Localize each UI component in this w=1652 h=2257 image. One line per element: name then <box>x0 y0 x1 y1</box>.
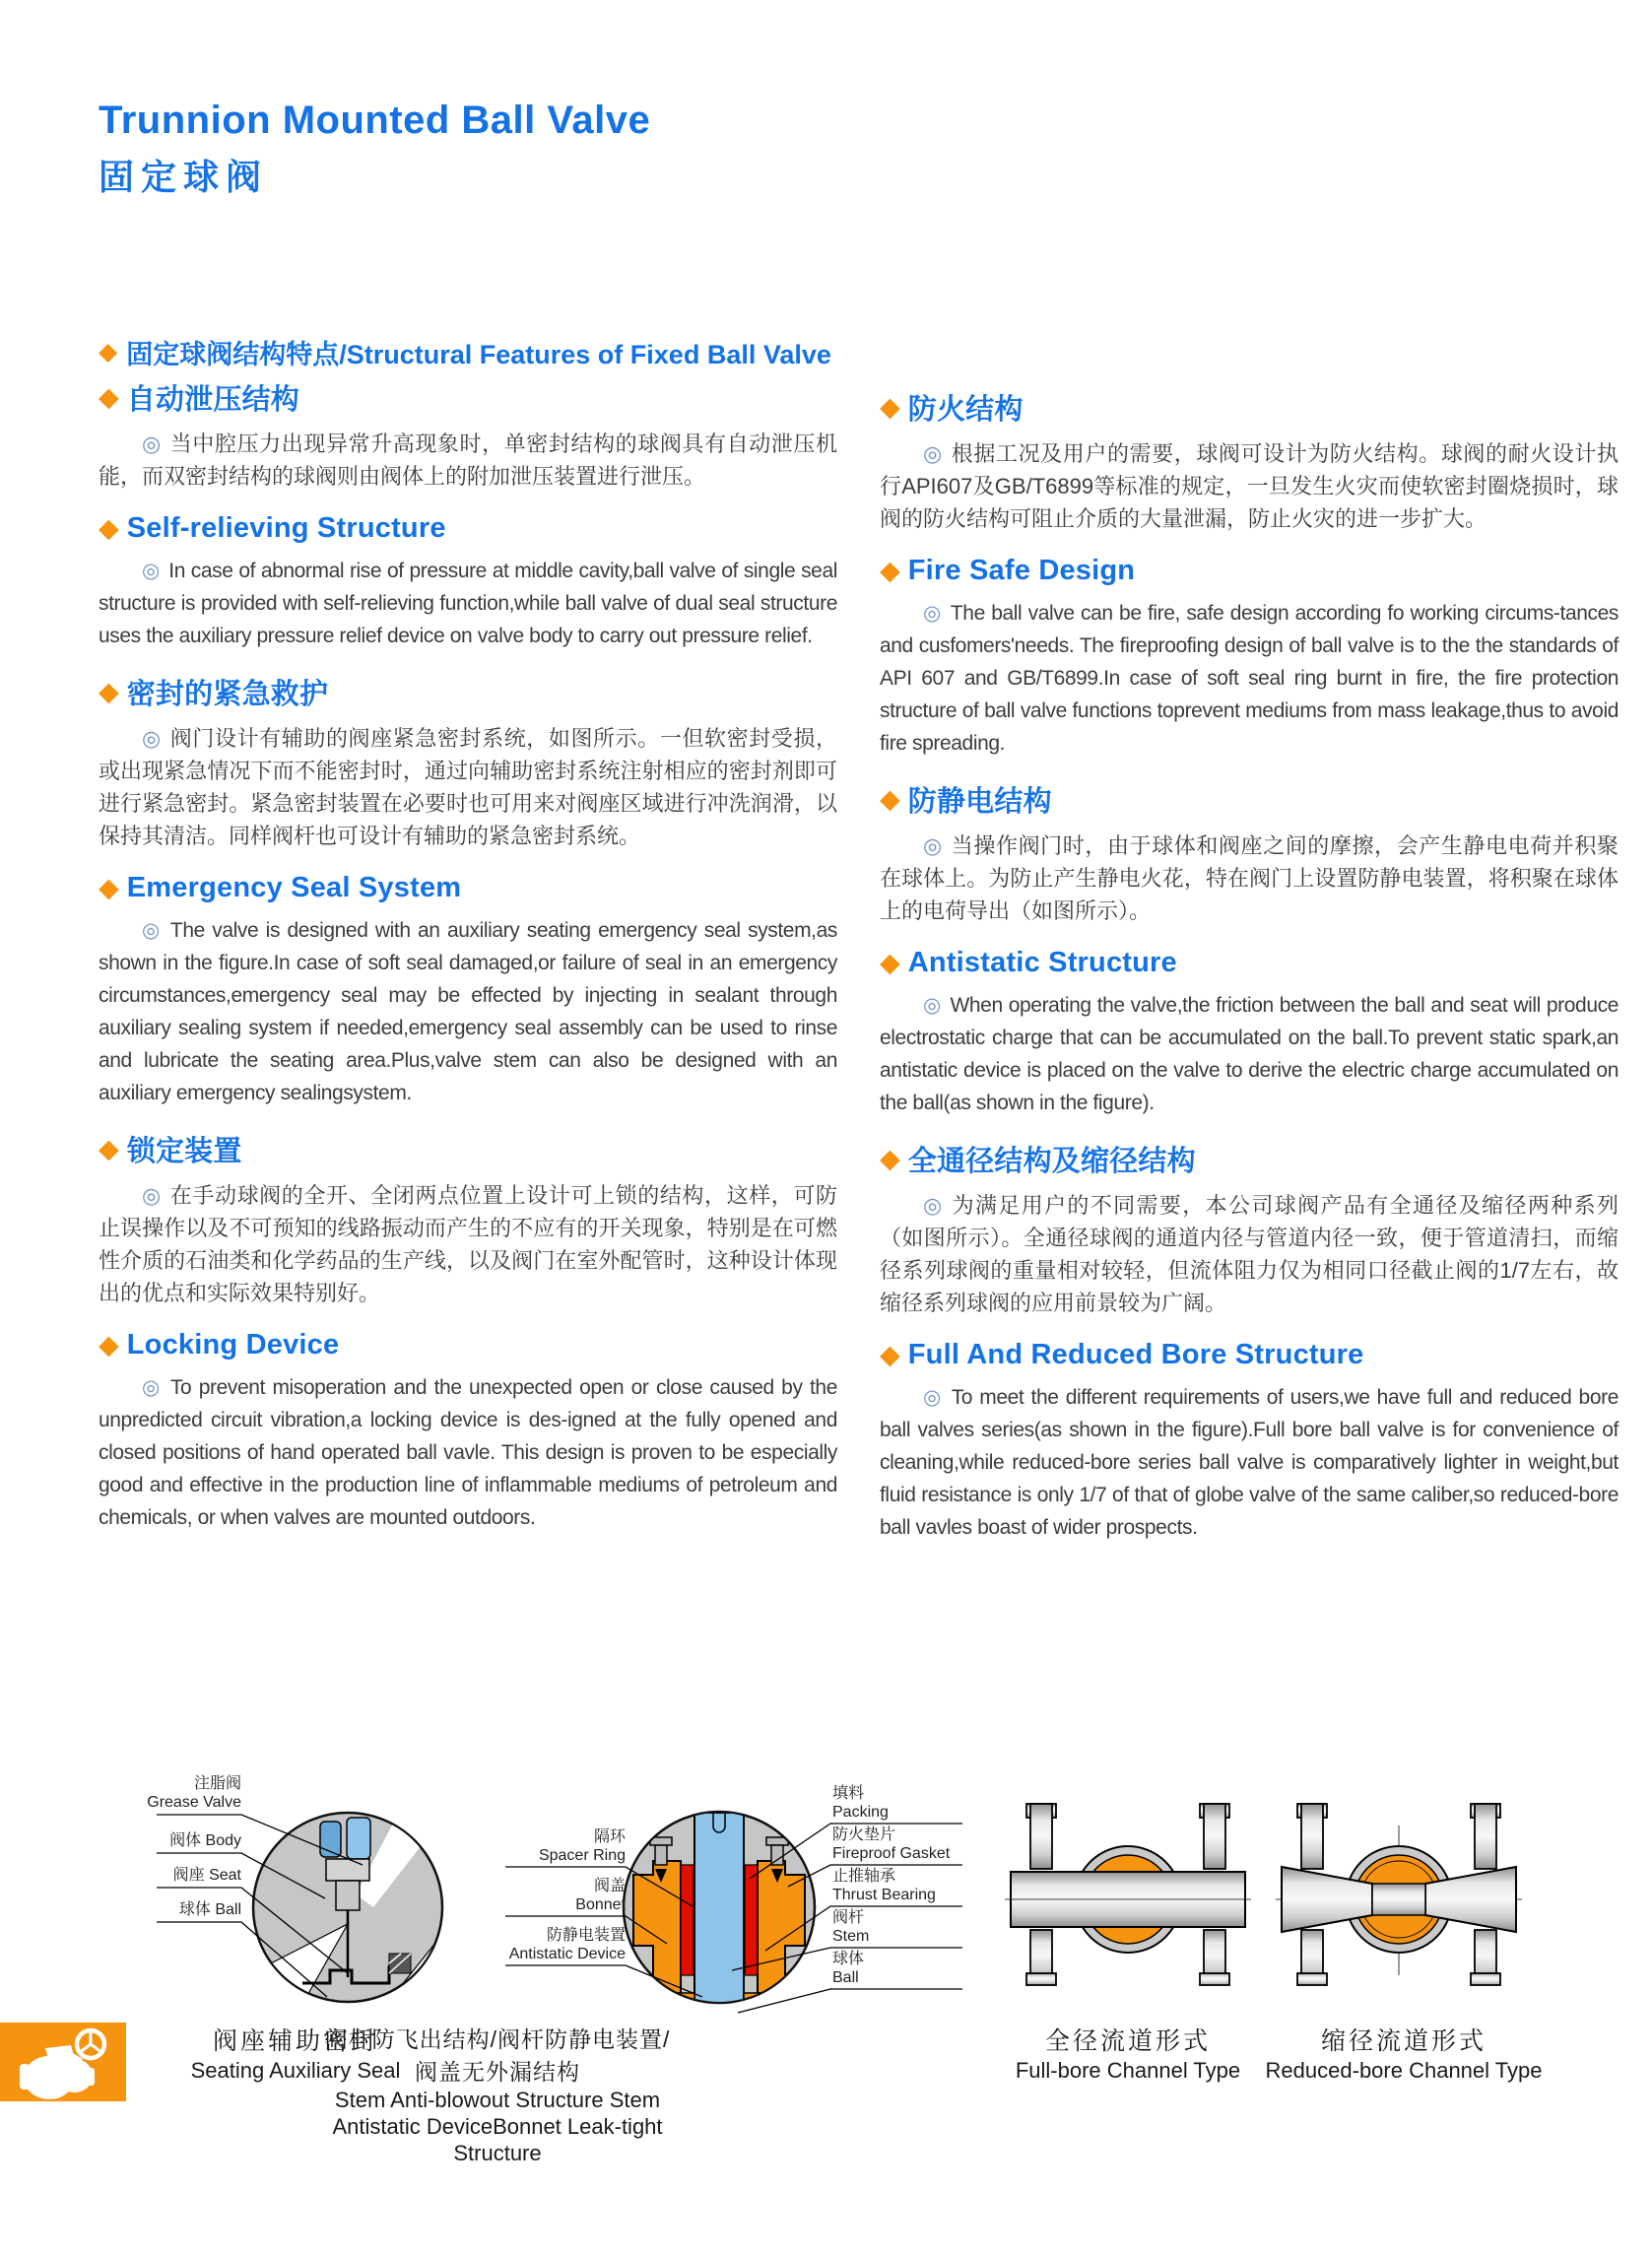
bullet-icon: ◎ <box>923 602 942 625</box>
caption-cn: 缩径流道形式 <box>1320 2027 1487 2055</box>
diagram-caption <box>990 2022 1266 2084</box>
label-en: Fireproof Gasket <box>832 1845 951 1862</box>
bullet-icon: ◎ <box>923 833 943 858</box>
subsection-heading <box>99 1329 837 1361</box>
diagram-label <box>509 1926 626 1963</box>
paragraph-text: 当操作阀门时，由于球体和阀座之间的摩擦，会产生静电电荷并积聚在球体上。为防止产生静电火花，特在阀门上设置防静电装置，将积聚在球体上的电荷导出（如图所示）。 <box>880 833 1619 923</box>
diamond-icon: ◆ <box>99 513 119 543</box>
caption-en: Full-bore Channel Type <box>1015 2058 1241 2083</box>
leader-line <box>738 1989 962 2013</box>
label-cn: 阀体 <box>169 1832 202 1849</box>
flange-silhouette <box>87 2068 95 2086</box>
subsection-heading-text: 密封的紧急救护 <box>126 679 329 710</box>
subsection-heading-text: Fire Safe Design <box>907 555 1136 586</box>
label-cn: 止推轴承 <box>832 1868 896 1885</box>
label-en: Body <box>205 1832 241 1849</box>
subsection-heading <box>99 872 837 904</box>
diamond-icon: ◆ <box>880 392 900 422</box>
full-bore-drawing <box>1005 1798 1251 2000</box>
ball-valve-icon <box>0 2023 126 2101</box>
reduced-bore-channel <box>1372 1884 1425 1915</box>
bonnet <box>758 1861 805 1993</box>
paragraph <box>880 597 1619 760</box>
label-cn: 注脂阀 <box>193 1775 241 1792</box>
subsection-heading <box>880 387 1619 428</box>
bullet-icon: ◎ <box>142 560 161 582</box>
flange-cap <box>1026 1973 1056 1985</box>
packing <box>681 1865 694 1975</box>
subsection-heading <box>99 377 837 418</box>
antistatic-device <box>665 1993 694 2013</box>
paragraph-text: In case of abnormal rise of pressure at middle cavity,ball valve of single seal structure is provided with self-relieving function,while ball valve of dual seal structure uses the auxiliary pressure relief device on valve body to carry out pressure relief. <box>99 560 837 647</box>
subsection-heading <box>880 1339 1619 1371</box>
flange-cap <box>1297 1973 1327 1985</box>
diagram-caption <box>1261 2022 1547 2084</box>
label-en: Ball <box>215 1901 241 1918</box>
bullet-icon: ◎ <box>923 1386 943 1409</box>
label-cn: 球体 <box>832 1951 865 1967</box>
flange-post <box>1204 1804 1225 1869</box>
body-line <box>614 1977 643 2015</box>
diagram-label <box>832 1826 950 1863</box>
diamond-icon: ◆ <box>880 1144 900 1173</box>
bonnet <box>633 1861 681 1993</box>
flange-silhouette <box>20 2064 30 2090</box>
subsection-heading <box>880 947 1619 979</box>
diamond-icon: ◆ <box>99 338 118 365</box>
paragraph-text: To prevent misoperation and the unexpected open or close caused by the unpredicted circuit vibration,a locking device is des-igned at the fully opened and closed positions of hand operated ball vavle. This design is proven to be especially good and effective in the production line of inflammable mediums of petroleum and chemicals, or when valves are mounted outdoors. <box>99 1376 837 1529</box>
diagram-label <box>179 1900 241 1919</box>
diagram-label <box>173 1866 241 1885</box>
paragraph <box>99 428 837 493</box>
label-cn: 球体 <box>178 1901 211 1918</box>
paragraph-text: 在手动球阀的全开、全闭两点位置上设计可上锁的结构，这样，可防止误操作以及不可预知的线路振动而产生的不应有的开关现象，特别是在可燃性介质的石油类和化学药品的生产线，以及阀门在室外配管时，这种设计体现出的优点和实际效果特别好。 <box>99 1183 837 1305</box>
paragraph-text: The valve is designed with an auxiliary seating emergency seal system,as shown in the figure.In case of soft seal damaged,or failure of seal in an emergency circumstances,emergency seal may be effected by injecting in sealant through auxiliary sealing system if needed,emergency seal assembly can be used to rinse and lubricate the seating area.Plus,valve stem can also be designed with an auxiliary emergency sealingsystem. <box>99 919 837 1104</box>
paragraph-text: 根据工况及用户的需要，球阀可设计为防火结构。球阀的耐火设计执行API607及GB/T6899等标准的规定，一旦发生火灾而使软密封圈烧损时，球阀的防火结构可阻止介质的大量泄漏，防止火灾的进一步扩大。 <box>880 441 1619 531</box>
paragraph <box>99 1179 837 1309</box>
flange-cap <box>1471 1973 1500 1985</box>
subsection-heading-text: 自动泄压结构 <box>126 384 299 416</box>
label-cn: 隔环 <box>593 1828 626 1845</box>
paragraph-text: 当中腔压力出现异常升高现象时，单密封结构的球阀具有自动泄压机能，而双密封结构的球阀则由阀体上的附加泄压装置进行泄压。 <box>99 431 837 489</box>
diamond-icon: ◆ <box>99 677 119 706</box>
bullet-icon: ◎ <box>923 994 942 1017</box>
label-en: Thrust Bearing <box>832 1887 936 1903</box>
label-en: Antistatic Device <box>508 1946 626 1962</box>
subsection-heading <box>99 1129 837 1169</box>
label-en: Grease Valve <box>147 1794 241 1811</box>
diagram-label <box>832 1867 936 1904</box>
diagram-reduced-bore <box>1276 1798 1522 2000</box>
paragraph <box>880 1381 1619 1544</box>
paragraph-text: The ball valve can be fire, safe design according fo working circums-tances and cusfomers'needs. The fireproofing design of ball valve is to the the standards of API 607 and GB/T6899.In case of soft seal ring burnt in fire, the fire protection structure of ball valve functions toprevent mediums from mass leakage,thus to avoid fire spreading. <box>880 602 1619 755</box>
diagram-full-bore <box>1005 1798 1251 2000</box>
label-cn: 防火垫片 <box>832 1826 896 1843</box>
paragraph-text: 阀门设计有辅助的阀座紧急密封系统，如图所示。一但软密封受损，或出现紧急情况下而不能密封时，通过向辅助密封系统注射相应的密封剂即可进行紧急密封。紧急密封装置在必要时也可用来对阀座区域进行冲洗润滑，以保持其清洁。同样阀杆也可设计有辅助的紧急密封系统。 <box>99 726 837 848</box>
label-en: Spacer Ring <box>538 1847 626 1864</box>
subsection-heading <box>880 779 1619 820</box>
paragraph <box>880 989 1619 1119</box>
diagram-caption <box>315 2022 680 2166</box>
body-line <box>795 1977 825 2015</box>
packing <box>745 1865 758 1975</box>
subsection-heading-text: 全通径结构及缩径结构 <box>907 1146 1196 1177</box>
subsection-heading <box>99 512 837 545</box>
label-cn: 防静电装置 <box>546 1927 626 1944</box>
paragraph <box>880 437 1619 535</box>
diagram-label <box>539 1827 626 1865</box>
label-cn: 阀盖 <box>593 1878 626 1894</box>
column-left <box>99 377 837 1546</box>
brand-logo <box>0 2023 126 2101</box>
diamond-icon: ◆ <box>880 1340 900 1369</box>
bullet-icon: ◎ <box>142 1376 162 1399</box>
caption-cn: 阀座辅助密封 <box>212 2027 378 2055</box>
caption-en: Seating Auxiliary Seal <box>190 2058 401 2083</box>
paragraph-text: 为满足用户的不同需要，本公司球阀产品有全通径及缩径两种系列（如图所示）。全通径球阀的通道内径与管道内径一致，便于管道清扫，而缩径系列球阀的重量相对较轻，但流体阻力仅为相同口径截止阀的1/7左右，故缩径系列球阀的应用前景较为广阔。 <box>880 1193 1619 1315</box>
subsection-heading-text: Antistatic Structure <box>907 947 1177 978</box>
label-en: Bonnet <box>575 1896 626 1913</box>
subsection-heading-text: Emergency Seal System <box>126 872 462 903</box>
bolt <box>655 1845 667 1865</box>
grease-valve <box>347 1818 370 1859</box>
paragraph-text: To meet the different requirements of users,we have full and reduced bore ball valves series(as shown in the figure).Full bore ball valve is for convenience of cleaning,while reduced-bore series ball valve is comparatively lighter in weight,but fluid resistance is only 1/7 of that of globe valve of the same caliber,so reduced-bore ball vavles boast of wider prospects. <box>880 1386 1619 1539</box>
valve-body-fitting <box>326 1859 369 1881</box>
flange-post <box>1030 1804 1052 1869</box>
diagram-label <box>832 1950 864 1987</box>
paragraph <box>99 1371 837 1534</box>
label-en: Seat <box>209 1867 241 1884</box>
diagram-label <box>169 1831 241 1850</box>
paragraph <box>880 830 1619 927</box>
diagram-label <box>575 1877 626 1914</box>
subsection-heading-text: Self-relieving Structure <box>126 512 446 544</box>
flange-post <box>1475 1804 1496 1869</box>
caption-en: Stem Anti-blowout Structure Stem <box>334 2088 661 2112</box>
reduced-bore-drawing <box>1276 1798 1522 2000</box>
diamond-icon: ◆ <box>880 556 900 585</box>
label-en: Ball <box>832 1969 859 1986</box>
label-en: Packing <box>832 1804 889 1821</box>
diagram-label <box>147 1774 241 1812</box>
subsection-heading-text: 防火结构 <box>907 394 1024 426</box>
bullet-icon: ◎ <box>142 726 162 751</box>
diamond-icon: ◆ <box>99 873 119 902</box>
subsection-heading <box>880 555 1619 587</box>
subsection-heading-text: Locking Device <box>126 1329 340 1361</box>
caption-cn: 阀杆防飞出结构/阀杆防静电装置/阀盖无外漏结构 <box>324 2026 671 2085</box>
subsection-heading-text: 锁定装置 <box>126 1136 242 1167</box>
bullet-icon: ◎ <box>142 1183 162 1208</box>
subsection-heading <box>880 1139 1619 1179</box>
diamond-icon: ◆ <box>99 382 119 412</box>
bullet-icon: ◎ <box>923 1193 944 1218</box>
paragraph <box>99 914 837 1109</box>
caption-cn: 全径流道形式 <box>1044 2027 1211 2055</box>
page-title: Trunnion Mounted Ball Valve <box>99 99 651 142</box>
diamond-icon: ◆ <box>880 784 900 814</box>
paragraph <box>99 555 837 652</box>
diagram-label <box>832 1908 869 1946</box>
bullet-icon: ◎ <box>142 919 162 942</box>
subsection-heading <box>99 672 837 712</box>
flange-post <box>1301 1804 1323 1869</box>
caption-en: Reduced-bore Channel Type <box>1265 2058 1543 2083</box>
valve-stem <box>694 1813 744 2020</box>
flange-cap <box>1200 1973 1229 1985</box>
handwheel-spoke <box>91 2044 102 2053</box>
section-heading <box>99 333 831 371</box>
caption-en: Antistatic DeviceBonnet Leak-tight Structure <box>332 2114 663 2165</box>
subsection-heading-text: 防静电结构 <box>907 786 1052 818</box>
paragraph <box>880 1189 1619 1319</box>
label-en: Stem <box>832 1928 870 1945</box>
label-cn: 阀杆 <box>832 1909 865 1926</box>
valve-body-fitting <box>336 1881 360 1910</box>
column-right <box>880 387 1619 1556</box>
label-cn: 阀座 <box>172 1867 205 1884</box>
subsection-heading-text: Full And Reduced Bore Structure <box>907 1339 1364 1370</box>
bullet-icon: ◎ <box>142 431 162 456</box>
diamond-icon: ◆ <box>880 948 900 977</box>
handwheel-spoke <box>79 2044 91 2053</box>
page-title-cn: 固定球阀 <box>99 157 269 197</box>
diagram-label <box>832 1784 889 1822</box>
paragraph-text: When operating the valve,the friction between the ball and seat will produce electrostatic charge that can be accumulated on the ball.To prevent static spark,an antistatic device is placed on the valve to derive the electric charge accumulated on the ball(as shown in the figure). <box>880 994 1619 1114</box>
label-cn: 填料 <box>832 1785 865 1802</box>
diamond-icon: ◆ <box>99 1134 119 1163</box>
section-heading-text: 固定球阀结构特点/Structural Features of Fixed Ball Valve <box>126 340 831 369</box>
diamond-icon: ◆ <box>99 1330 119 1360</box>
paragraph <box>99 722 837 852</box>
bullet-icon: ◎ <box>923 441 943 466</box>
